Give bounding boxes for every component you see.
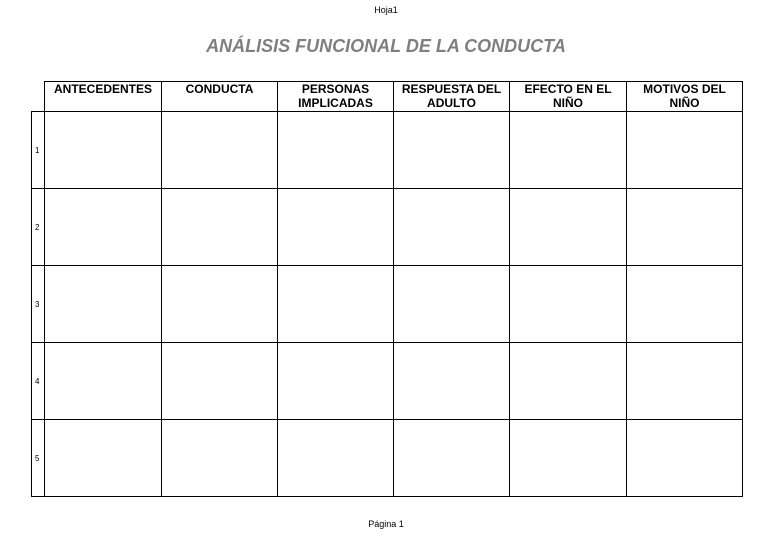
table-cell[interactable] <box>510 112 627 189</box>
table-cell[interactable] <box>627 112 743 189</box>
table-row <box>32 112 743 189</box>
page-title: ANÁLISIS FUNCIONAL DE LA CONDUCTA <box>206 36 566 56</box>
column-header-antecedentes[interactable]: ANTECEDENTES <box>45 82 162 112</box>
table-cell[interactable] <box>394 343 510 420</box>
corner-cell <box>32 82 45 112</box>
table-cell[interactable] <box>278 343 394 420</box>
table-cell[interactable] <box>278 266 394 343</box>
table-row <box>32 343 743 420</box>
table-row <box>32 266 743 343</box>
column-header-conducta[interactable]: CONDUCTA <box>162 82 278 112</box>
table-cell[interactable] <box>162 189 278 266</box>
table-cell[interactable] <box>278 112 394 189</box>
table-cell[interactable] <box>394 112 510 189</box>
column-header-efecto-en-el-nino[interactable]: EFECTO EN EL NIÑO <box>510 82 627 112</box>
table-cell[interactable] <box>510 266 627 343</box>
table-cell[interactable] <box>627 420 743 497</box>
table-cell[interactable] <box>394 189 510 266</box>
row-number: 2 <box>32 189 45 266</box>
table-cell[interactable] <box>162 420 278 497</box>
row-number: 1 <box>32 112 45 189</box>
table-cell[interactable] <box>510 343 627 420</box>
table-cell[interactable] <box>162 266 278 343</box>
table-cell[interactable] <box>394 266 510 343</box>
table-cell[interactable] <box>510 189 627 266</box>
table-cell[interactable] <box>627 343 743 420</box>
row-number: 5 <box>32 420 45 497</box>
column-header-respuesta-del-adulto[interactable]: RESPUESTA DEL ADULTO <box>394 82 510 112</box>
table-cell[interactable] <box>627 189 743 266</box>
table-cell[interactable] <box>510 420 627 497</box>
column-header-personas-implicadas[interactable]: PERSONAS IMPLICADAS <box>278 82 394 112</box>
header-row <box>32 82 743 112</box>
table-cell[interactable] <box>45 112 162 189</box>
table-cell[interactable] <box>162 343 278 420</box>
behavior-analysis-table <box>31 81 743 497</box>
row-number: 3 <box>32 266 45 343</box>
column-header-motivos-del-nino[interactable]: MOTIVOS DEL NIÑO <box>627 82 743 112</box>
table-cell[interactable] <box>45 189 162 266</box>
table-cell[interactable] <box>278 189 394 266</box>
table-row <box>32 420 743 497</box>
table-cell[interactable] <box>45 420 162 497</box>
page-footer: Página 1 <box>368 519 404 529</box>
table-row <box>32 189 743 266</box>
table-cell[interactable] <box>627 266 743 343</box>
table-cell[interactable] <box>162 112 278 189</box>
row-number: 4 <box>32 343 45 420</box>
table-cell[interactable] <box>45 266 162 343</box>
table-cell[interactable] <box>278 420 394 497</box>
table-cell[interactable] <box>394 420 510 497</box>
sheet-name-header: Hoja1 <box>374 5 398 15</box>
table-cell[interactable] <box>45 343 162 420</box>
